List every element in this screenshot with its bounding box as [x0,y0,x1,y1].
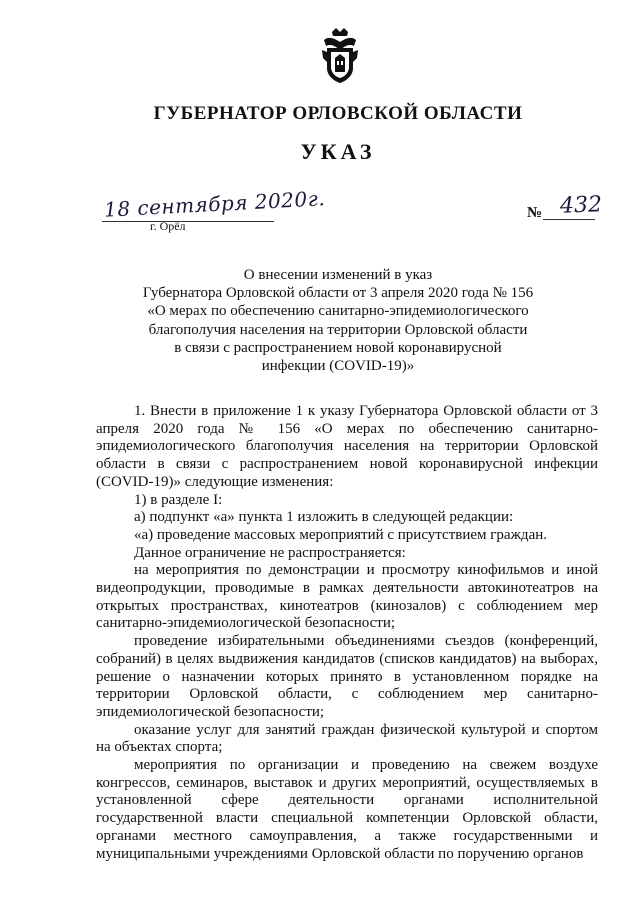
body-paragraph: а) подпункт «а» пункта 1 изложить в следующей редакции: [134,509,514,526]
city-label: г. Орёл [150,219,186,233]
subject-line: О внесении изменений в указ [243,267,433,283]
body-paragraph: на мероприятия по демонстрации и просмотру кинофильмов и иной видеопродукции, проводимые в рамках деятельности автокинотеатров на открытых пространствах, кинотеатров (кинозалов) с соблюдением мер санитарно-эпидемиологической безопасности; [96,562,598,632]
body-paragraph: 1. Внести в приложение 1 к указу Губернатора Орловской области от 3 апреля 2020 года № 156 «О мерах по обеспечению санитарно-эпидемиологического благополучия населения на территории Орловской области в связи с распространением новой коронавирусной инфекции (COVID-19)» следующие изменения: [96,403,598,490]
number-underline [543,219,595,220]
body-paragraph: Данное ограничение не распространяется: [134,544,406,561]
body-paragraph: «а) проведение массовых мероприятий с присутствием граждан. [134,526,547,543]
coat-of-arms-icon [318,28,362,84]
document-body [96,403,598,863]
body-paragraph: оказание услуг для занятий граждан физической культурой и спортом на объектах спорта; [96,721,598,756]
handwritten-number: 432 [559,192,603,219]
handwritten-date: 18 сентября 2020г. [103,186,326,222]
document-type-title: УКАЗ [300,139,376,164]
body-paragraph: проведение избирательными объединениями съездов (конференций, собраний) в целях выдвижения кандидатов (списков кандидатов) на выборах, решение о назначении которых принято в установленном порядке на территории Орловской области, с соблюдением мер санитарно-эпидемиологической безопасности; [96,633,598,720]
body-paragraph: мероприятия по организации и проведению на свежем воздухе конгрессов, семинаров, выставок и других мероприятий, осуществляемых в установленной сфере деятельности органами исполнительной государственной власти специальной компетенции Орловской области, органами местного самоуправления, а также государственными и муниципальными учреждениями Орловской области по поручению органов [96,757,598,862]
number-label: № [527,205,543,221]
subject-line: Губернатора Орловской области от 3 апреля 2020 года № 156 [142,285,534,302]
body-paragraph: 1) в разделе I: [134,491,223,508]
subject-line: благополучия населения на территории Орловской области [148,321,528,338]
subject-line: инфекции (COVID-19)» [261,358,415,375]
governor-title: ГУБЕРНАТОР ОРЛОВСКОЙ ОБЛАСТИ [153,103,523,124]
subject-line: «О мерах по обеспечению санитарно-эпидемиологического [147,303,529,320]
document-subject [0,266,640,375]
subject-line: в связи с распространением новой коронавирусной [174,339,502,356]
